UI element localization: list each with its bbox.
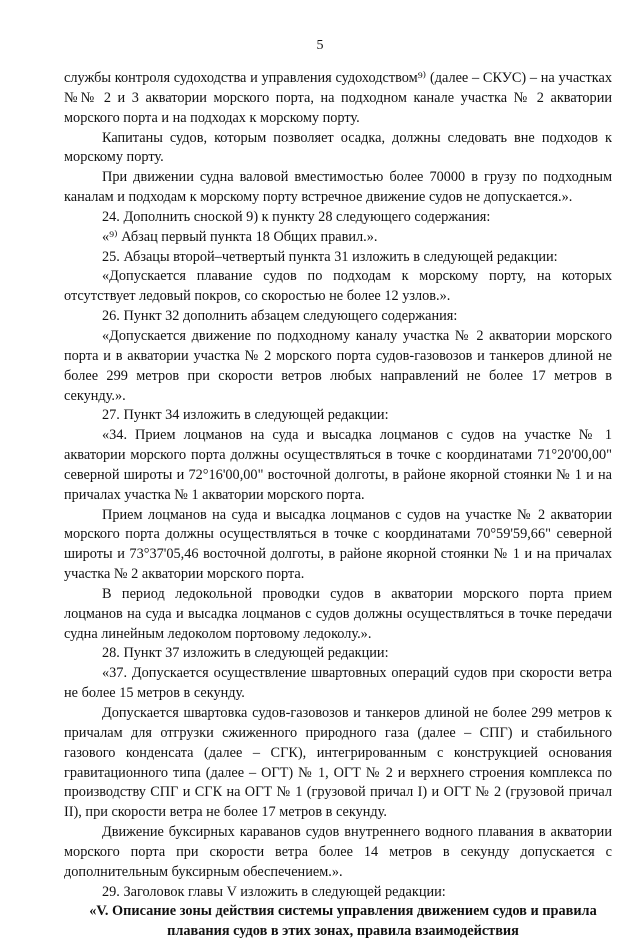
paragraph: «⁹⁾ Абзац первый пункта 18 Общих правил.».	[102, 228, 378, 245]
paragraph: 29. Заголовок главы V изложить в следующей редакции:	[102, 883, 446, 900]
paragraph: Допускается швартовка судов-газовозов и танкеров длиной не более 299 метров к причалам для отгрузки сжиженного природного газа (далее – СПГ) и стабильного газового конденсата (далее – СГК), интегрированным с конструкцией основания гравитационного типа (далее – ОГТ) № 1, ОГТ № 2 и верхнего строения комплекса по производству СПГ и СГК на ОГТ № 1 (грузовой причал I) и ОГТ № 2 (грузовой причал II), при скорости ветра не более 17 метров в секунду.	[64, 705, 612, 821]
paragraph: службы контроля судоходства и управления судоходством⁹⁾ (далее – СКУС) – на участках №№ 2 и 3 акватории морского порта, на подходном канале участка № 2 акватории морского порта и на подходах к морскому порту.	[64, 70, 612, 126]
paragraph: «Допускается движение по подходному каналу участка № 2 акватории морского порта и в акватории участка № 2 морского порта судов-газовозов и танкеров длиной не более 299 метров при скорости ветров любых направлений не более 17 метров в секунду.».	[64, 327, 612, 404]
paragraph: При движении судна валовой вместимостью более 70000 в грузу по подходным каналам и подходам к морскому порту встречное движение судов не допускается.».	[64, 169, 612, 206]
paragraph: «37. Допускается осуществление швартовных операций судов при скорости ветра не более 15 метров в секунду.	[64, 665, 612, 702]
paragraph: 25. Абзацы второй–четвертый пункта 31 изложить в следующей редакции:	[102, 248, 558, 265]
paragraph: «34. Прием лоцманов на суда и высадка лоцманов с судов на участке № 1 акватории морского порта должны осуществляться в точке с координатами 71°20'00,00" северной широты и 72°16'00,00" восточной долготы, в районе якорной стоянки № 1 и на причалах участка № 1 акватории морского порта.	[64, 427, 612, 503]
paragraph: 28. Пункт 37 изложить в следующей редакции:	[102, 645, 389, 662]
paragraph: Движение буксирных караванов судов внутреннего водного плавания в акватории морского порта при скорости ветра более 14 метров в секунду допускается с дополнительным буксирным обеспечением.».	[64, 824, 612, 880]
document-body	[64, 69, 612, 942]
paragraph: Прием лоцманов на суда и высадка лоцманов с судов на участке № 2 акватории морского порта должны осуществляться в точке с координатами 70°59'59,66" северной широты и 73°37'05,46 восточной долготы, в районе якорной стоянки № 1 и на причалах участка № 2 акватории морского порта.	[64, 506, 612, 583]
paragraph: 27. Пункт 34 изложить в следующей редакции:	[102, 407, 389, 424]
paragraph: В период ледокольной проводки судов в акватории морского порта прием лоцманов на суда и высадка лоцманов с судов должны осуществляться в точке передачи судна линейным ледоколом портовому ледоколу.».	[64, 585, 612, 642]
paragraph: 26. Пункт 32 дополнить абзацем следующего содержания:	[102, 308, 458, 325]
paragraph: «Допускается плавание судов по подходам к морскому порту, на которых отсутствует ледовый покров, со скоростью не более 12 узлов.».	[64, 268, 612, 305]
chapter-heading: «V. Описание зоны действия системы управления движением судов и правила плавания судов в этих зонах, правила взаимодействия	[89, 903, 597, 940]
page-number: 5	[316, 38, 324, 53]
paragraph: 24. Дополнить сноской 9) к пункту 28 следующего содержания:	[102, 208, 491, 225]
paragraph: Капитаны судов, которым позволяет осадка, должны следовать вне подходов к морскому порту.	[64, 129, 612, 166]
